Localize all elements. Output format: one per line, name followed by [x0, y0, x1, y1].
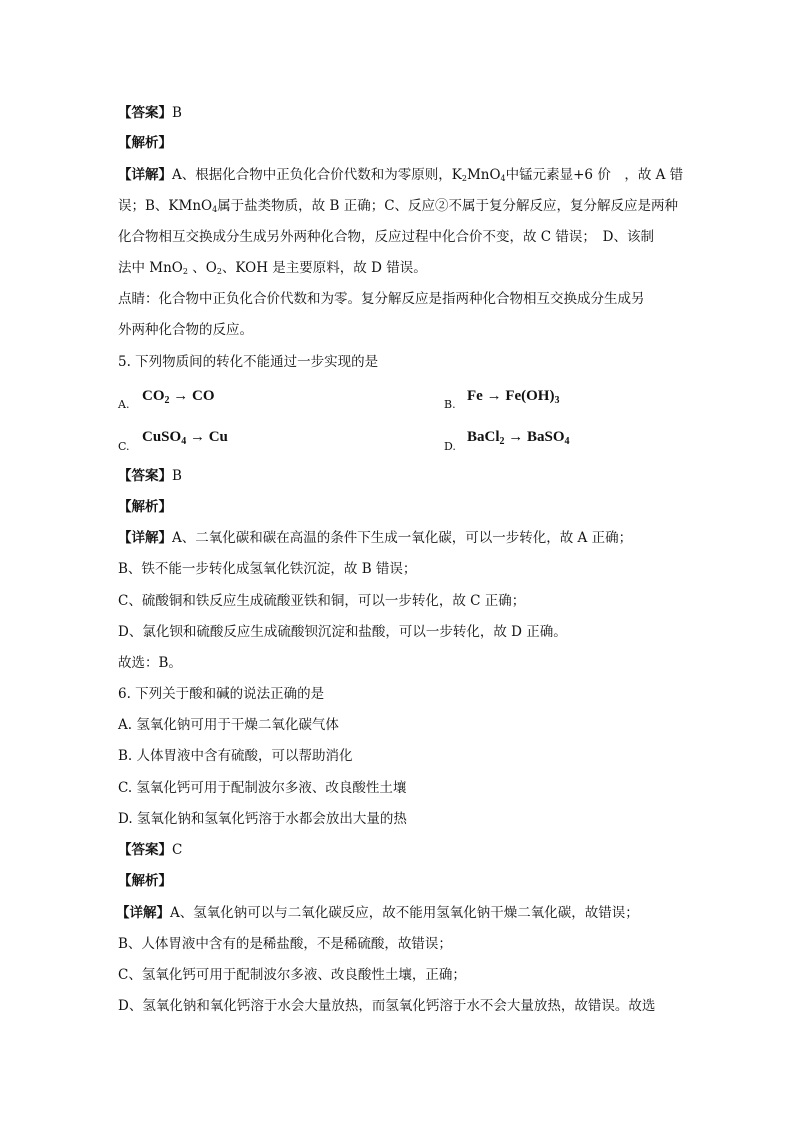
q4-note-line-2: 外两种化合物的反应。 [118, 322, 253, 338]
answer-value: B [172, 105, 182, 121]
q6-option-b: B. 人体胃液中含有硫酸，可以帮助消化 [118, 748, 353, 764]
q6-analysis-heading [118, 871, 678, 891]
q4-analysis-heading [118, 133, 678, 153]
text-run: MnO [466, 167, 501, 183]
text-run: 、O [187, 260, 217, 276]
subscript: 4 [181, 436, 187, 447]
text-run: 、KOH 是主要原料，故 D 错误。 [221, 260, 427, 276]
q5-option-a-formula [142, 387, 215, 405]
answer-value: C [172, 842, 183, 858]
q5-option-d-formula [467, 428, 570, 446]
q5-detail-line-1 [118, 528, 678, 548]
q4-detail-line-3: 化合物相互交换成分生成另外两种化合物，反应过程中化合价不变，故 C 错误； D、该制 [118, 229, 654, 245]
q4-detail-line-4 [118, 258, 678, 278]
subscript: 4 [500, 174, 506, 183]
q6-option-a: A. 氢氧化钠可用于干燥二氧化碳气体 [118, 717, 339, 733]
q5-answer [118, 466, 678, 486]
q5-analysis-heading [118, 497, 678, 517]
answer-tag: 【答案】 [118, 842, 172, 858]
q6-question: 6. 下列关于酸和碱的说法正确的是 [118, 686, 325, 702]
formula-run: → CO [169, 388, 215, 404]
q5-option-b-label: B. [444, 398, 456, 411]
q5-detail-line-4: D、氯化钡和硫酸反应生成硫酸钡沉淀和盐酸，可以一步转化，故 D 正确。 [118, 624, 567, 640]
subscript: 2 [499, 436, 505, 447]
detail-tag: 【详解】 [118, 530, 172, 546]
q5-question: 5. 下列物质间的转化不能通过一步实现的是 [118, 354, 379, 370]
q5-detail-line-2: B、铁不能一步转化成氢氧化铁沉淀，故 B 错误； [118, 561, 417, 577]
q6-detail-line-1 [116, 903, 676, 923]
subscript: 3 [554, 395, 560, 406]
q6-detail-line-3: C、氢氧化钙可用于配制波尔多液、改良酸性土壤，正确； [118, 967, 466, 983]
detail-tag: 【详解】 [116, 905, 170, 921]
text-run: 误；B、KMnO [118, 198, 213, 214]
q6-option-c: C. 氢氧化钙可用于配制波尔多液、改良酸性土壤 [118, 780, 407, 796]
q5-option-c-label: C. [118, 440, 130, 453]
q6-detail-line-2: B、人体胃液中含有的是稀盐酸，不是稀硫酸，故错误； [118, 936, 452, 952]
answer-tag: 【答案】 [118, 105, 172, 121]
text-run: A、二氧化碳和碳在高温的条件下生成一氧化碳，可以一步转化，故 A 正确； [172, 530, 633, 546]
text-run: 属于盐类物质，故 B 正确；C、反应②不属于复分解反应，复分解反应是两种 [217, 198, 679, 214]
q5-option-d-label: D. [444, 440, 456, 453]
q4-detail-line-2 [118, 196, 678, 216]
text-run: A、氢氧化钠可以与二氧化碳反应，故不能用氢氧化钠干燥二氧化碳，故错误； [170, 905, 639, 921]
subscript: 2 [461, 174, 467, 183]
analysis-tag: 【解析】 [118, 499, 172, 515]
subscript: 2 [182, 267, 188, 276]
subscript: 4 [564, 436, 570, 447]
answer-tag: 【答案】 [118, 468, 172, 484]
analysis-tag: 【解析】 [118, 135, 172, 151]
q4-answer [118, 103, 678, 123]
q4-note-line-1: 点睛：化合物中正负化合价代数和为零。复分解反应是指两种化合物相互交换成分生成另 [118, 291, 645, 307]
formula-run: → BaSO [504, 429, 565, 445]
text-run: 法中 MnO [118, 260, 183, 276]
q6-option-d: D. 氢氧化钠和氢氧化钙溶于水都会放出大量的热 [118, 811, 407, 827]
formula-run: CO [142, 388, 165, 404]
text-run: 中锰元素显+6 价 ，故 A 错 [505, 167, 684, 183]
subscript: 2 [216, 267, 222, 276]
detail-tag: 【详解】 [118, 167, 172, 183]
q5-option-c-formula [142, 428, 228, 446]
q5-choice: 故选：B。 [118, 655, 182, 671]
formula-run: → Cu [186, 429, 228, 445]
q6-detail-line-4: D、氢氧化钠和氧化钙溶于水会大量放热，而氢氧化钙溶于水不会大量放热，故错误。故选 [118, 998, 656, 1014]
answer-value: B [172, 468, 182, 484]
formula-run: BaCl [467, 429, 500, 445]
q4-detail-line-1 [118, 165, 684, 185]
formula-run: CuSO [142, 429, 182, 445]
q5-detail-line-3: C、硫酸铜和铁反应生成硫酸亚铁和铜，可以一步转化，故 C 正确； [118, 593, 526, 609]
q5-option-b-formula [467, 387, 559, 405]
q5-option-a-label: A. [118, 398, 130, 411]
q6-answer [118, 840, 678, 860]
subscript: 2 [164, 395, 170, 406]
subscript: 4 [212, 205, 218, 214]
analysis-tag: 【解析】 [118, 873, 172, 889]
text-run: A、根据化合物中正负化合价代数和为零原则，K [172, 167, 462, 183]
formula-run: Fe → Fe(OH) [467, 388, 555, 404]
